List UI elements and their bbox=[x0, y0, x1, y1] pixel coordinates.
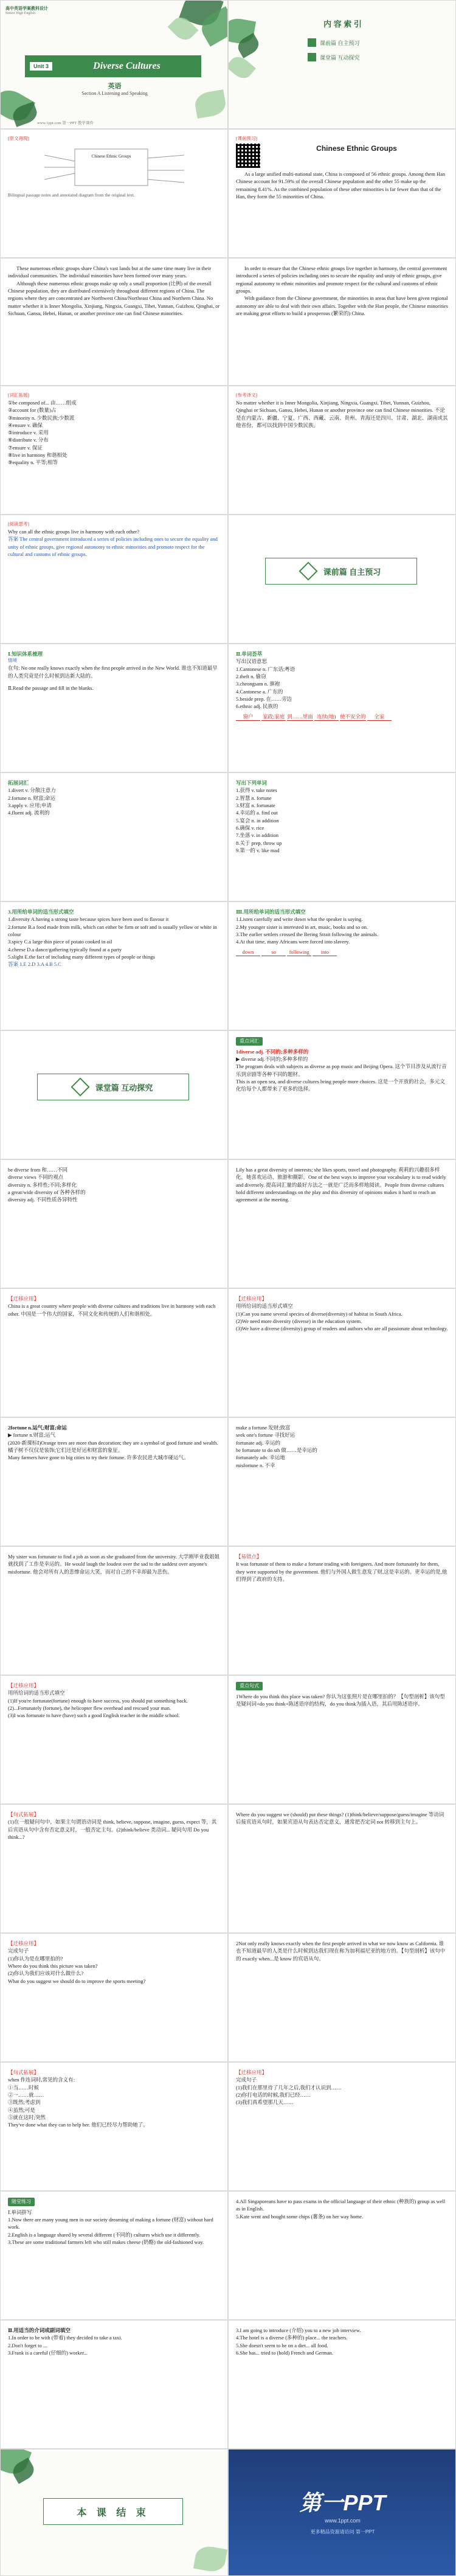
content-line: seek one's fortune 寻找好运 bbox=[236, 1432, 295, 1439]
section-header: [阅读思考] bbox=[8, 521, 29, 527]
translation-text: No matter whether it is Inner Mongolia, Xinjiang, Ningxia, Guangxi, Tibet, Yunnan, Guizhou, Qinghai or Sichuan, Gansu, Hebei, Hunan or another province one can find Chinese minorities. 不论是在内蒙古、新疆、宁夏、广西、西藏、云南、贵州、青海还是四川、甘肃、湖北、湖南或其他省份，都可以找到中国少数民族。 bbox=[236, 399, 448, 428]
cover-subject: 英语 bbox=[108, 83, 122, 90]
slide-passage bbox=[228, 129, 456, 258]
section-header: 拓展词汇 bbox=[8, 780, 29, 786]
section-title-label: 课前篇 自主预习 bbox=[323, 567, 381, 577]
example-text: Lily has a great diversity of interests; she likes sports, travel and photography. 莉莉的兴趣很多样化，她喜欢运动、旅游和摄影。One of the best ways to improve your vocabulary is to read widely and diversely. 提高词汇量的最好方法之一就是广泛而多样地阅读。People from diverse cultures hold different understandings on the play and this diversity of opinions makes it hard to reach an agreement at the meeting. bbox=[236, 1167, 446, 1203]
content-line: ▶ fortune n.财富;运气 bbox=[8, 1432, 56, 1439]
answer-fill: 全家 bbox=[367, 713, 392, 721]
brand-cn: 高中英语学案教科设计 bbox=[5, 7, 48, 11]
passage-paragraph: These numerous ethnic groups share China's vast lands but at the same time many live in their individual communities. The individual minorities have been formed over many years. bbox=[8, 265, 212, 279]
section-badge: 随堂练习 bbox=[8, 2198, 35, 2206]
row-5 bbox=[0, 515, 456, 644]
row-11 bbox=[0, 1288, 456, 1417]
slide-words bbox=[228, 644, 456, 772]
vocab-item: ①be composed of... 由……组成 bbox=[8, 399, 77, 406]
content-line: misfortune n. 不幸 bbox=[236, 1462, 275, 1468]
slide-practice-4 bbox=[228, 2320, 456, 2449]
content-line: 4.fluent adj. 流利的 bbox=[8, 810, 50, 816]
diamond-icon bbox=[71, 1077, 89, 1096]
content-line: 6.确保 v. rice bbox=[236, 824, 264, 831]
answer-fill: so bbox=[261, 948, 286, 956]
toc-item-label: 课前篇 自主预习 bbox=[320, 40, 360, 46]
content-line: ②一……就…… bbox=[8, 2091, 44, 2098]
slide-passage-cont bbox=[228, 258, 456, 386]
content-line: 2.My younger sister is interested in art, music, books and so on. bbox=[236, 923, 368, 930]
vocab-item: ⑦ensure v. 保证 bbox=[8, 444, 43, 451]
content-line: 用所给词的适当形式填空 bbox=[236, 1303, 293, 1310]
section-header: Ⅲ.用所给单词的适当形式填空 bbox=[236, 909, 306, 915]
slide-extend-words bbox=[0, 772, 228, 901]
content-line: diversity adj. 不同性质各异特性 bbox=[8, 1196, 78, 1203]
row-2 bbox=[0, 129, 456, 258]
section-header: [词汇拓展] bbox=[8, 392, 29, 398]
row-6 bbox=[0, 644, 456, 772]
section-header: 【迁移应用】 bbox=[8, 1940, 40, 1946]
row-9 bbox=[0, 1030, 456, 1159]
answer-text: 答案 The central government introduced a series of policies including ones to secure the equality and unity of ethnic groups, give regional autonomy to ethnic minorities and promote respect for the cultural and customs of ethnic groups. bbox=[8, 536, 218, 557]
content-line: 3.cheongsam n. 旗袍 bbox=[236, 681, 280, 687]
content-line: 8.关于 prep. throw up bbox=[236, 839, 282, 846]
content-line: (3)我们真希望那几天…… bbox=[236, 2099, 294, 2106]
content-line: 4.cheese D.a dance/gathering typically found at a party bbox=[8, 946, 122, 953]
content-line: (3)We have a diverse (diversity) group of readers and authors who are all passionate about technology. bbox=[236, 1325, 448, 1332]
row-3 bbox=[0, 258, 456, 386]
answer-fill: down bbox=[236, 948, 260, 956]
content-line: (2)We need more diversity (diverse) in the education system. bbox=[236, 1318, 362, 1324]
content-line: diversity n. 多样性;不同;多样化 bbox=[8, 1181, 77, 1188]
section-header: 【易错点】 bbox=[236, 1554, 262, 1560]
content-line: (2)你认为我们应该对什么做什么? bbox=[8, 1970, 84, 1977]
section-header: 3.用所给单词的适当形式填空 bbox=[8, 909, 74, 915]
content-line: 4.幸运的 a. find out bbox=[236, 810, 278, 816]
answer-fill: into bbox=[313, 948, 337, 956]
answer-fill: 窗户 bbox=[236, 713, 260, 721]
slide-write-words bbox=[228, 772, 456, 901]
row-20 bbox=[0, 2449, 456, 2576]
unit-label: Unit 3 bbox=[30, 62, 52, 71]
slide-section-preview bbox=[228, 515, 456, 644]
answer-fill: 连续(地) bbox=[314, 713, 339, 721]
slide-practice-3 bbox=[0, 2320, 228, 2449]
content-line: 9.第一的 v. like mad bbox=[236, 847, 280, 853]
content-line: 用所给词的适当形式填空 bbox=[8, 1690, 65, 1696]
content-line: (1)我们在那里待了几年之后,我们才认识到…… bbox=[236, 2084, 342, 2091]
content-line: ▶ diverse adj.不同的;多种多样的 bbox=[236, 1055, 308, 1062]
toc-title: 内 容 索 引 bbox=[323, 19, 362, 29]
brand-name: 第一PPT bbox=[299, 2490, 386, 2515]
example-text: China is a great country where people with diverse cultures and traditions live in harmony with each other. 中国是一个伟大的国家，不同文化和传统的人们和谐相处。 bbox=[8, 1303, 216, 1317]
slide-apply-1 bbox=[0, 1288, 228, 1417]
title-band bbox=[25, 55, 201, 77]
content-line: 1.Cantonese n. 广东话;粤语 bbox=[236, 665, 295, 672]
brand-logo bbox=[229, 2486, 456, 2517]
slide-key-sentence bbox=[228, 1675, 456, 1804]
content-line: Ⅰ.单词拼写 bbox=[8, 2209, 32, 2215]
row-17 bbox=[0, 2062, 456, 2191]
end-title-label: 本 课 结 束 bbox=[77, 2507, 150, 2518]
row-8 bbox=[0, 901, 456, 1030]
passage-paragraph: With guidance from the Chinese government, the minorities in areas that have been given regional autonomy are able to deal with their own affairs. Together with the Han people, the Chinese minorities are making great efforts to build a prosperous (繁荣的) China. bbox=[236, 295, 448, 316]
content-line: 5.beside prep. 在……旁边 bbox=[236, 695, 292, 702]
slide-end bbox=[0, 2449, 228, 2576]
slide-practice-1 bbox=[0, 2191, 228, 2320]
content-line: 3.spicy C.a large thin piece of potato cooked in oil bbox=[8, 939, 112, 945]
brand-mark bbox=[5, 5, 48, 15]
content-line: 4.At that time, many Africans were forced into slavery. bbox=[236, 939, 350, 945]
content-line: be diverse from 和……不同 bbox=[8, 1167, 67, 1173]
section-title-label: 课堂篇 互动探究 bbox=[95, 1083, 153, 1092]
content-line: be fortunate to do sth 做……是幸运的 bbox=[236, 1446, 317, 1453]
cover-footer: www.1ppt.com 第一PPT 教学课件 bbox=[37, 121, 94, 125]
content-line: This is an open sea, and diverse cultures bring people more choices. 这是一个开放的社会，多元文化给每个人都带来了更多的选择。 bbox=[236, 1078, 445, 1092]
answer-fill: 使不安全的 bbox=[340, 713, 366, 721]
content-line: 5.宴会 n. in addition bbox=[236, 817, 279, 824]
row-14 bbox=[0, 1675, 456, 1804]
row-19 bbox=[0, 2320, 456, 2449]
row-12 bbox=[0, 1417, 456, 1546]
content-line: when 作连词时,常见的含义有: bbox=[8, 2077, 75, 2083]
toc-item-label: 课堂篇 互动探究 bbox=[320, 54, 360, 61]
row-16 bbox=[0, 1933, 456, 2062]
section-header: [参考译文] bbox=[236, 392, 257, 398]
row-10 bbox=[0, 1159, 456, 1288]
slide-apply-5 bbox=[228, 2062, 456, 2191]
toc-item-2[interactable] bbox=[308, 53, 360, 61]
section-header: 【迁移应用】 bbox=[236, 2069, 268, 2075]
diagram-title: Chinese Ethnic Groups bbox=[91, 153, 131, 159]
content-line: 2.fortune B.a food made from milk, which can either be firm or soft and is usually yellow or white in colour bbox=[8, 923, 217, 937]
content-line: Many farmers have gone to big cities to try their fortune. 许多农民进大城市碰运气。 bbox=[8, 1454, 189, 1461]
slide-key-words bbox=[228, 1030, 456, 1159]
slide-section-class bbox=[0, 1030, 228, 1159]
section-header: 【句式拓展】 bbox=[8, 2069, 40, 2075]
slide-practice-2 bbox=[228, 2191, 456, 2320]
brand-site: www.1ppt.com bbox=[325, 2518, 361, 2524]
content-line: diverse views 不同的观点 bbox=[8, 1174, 64, 1181]
section-header: 【迁移应用】 bbox=[236, 1296, 268, 1302]
section-subheader: 情境 bbox=[8, 658, 17, 664]
slide-fill-blanks bbox=[228, 901, 456, 1030]
slide-apply-3 bbox=[0, 1675, 228, 1804]
vocab-item: ⑥distribute v. 分布 bbox=[8, 437, 49, 443]
content-line: 3.The earlier settlers crossed the Bering Strait following the animals. bbox=[236, 931, 378, 937]
content-line: (1)If you're fortunate(fortune) enough to have success, you should put something back. bbox=[8, 1697, 188, 1704]
content-line: (1)你认为是在哪里拍的? bbox=[8, 1955, 63, 1962]
slide-apply-4 bbox=[0, 1933, 228, 2062]
content-line: 2.智慧 n. fortune bbox=[236, 794, 272, 801]
section-header: 【迁移应用】 bbox=[8, 1682, 40, 1689]
annotated-diagram bbox=[8, 146, 220, 189]
section-header: 【句式拓展】 bbox=[8, 1811, 40, 1817]
content-line: 6.ethnic adj. 民族的 bbox=[236, 703, 278, 710]
vocab-item: ⑧live in harmony 和谐相处 bbox=[8, 452, 67, 459]
slide-apply-2 bbox=[228, 1288, 456, 1417]
slide-matching bbox=[0, 901, 228, 1030]
content-line: ①当……时候 bbox=[8, 2084, 40, 2091]
slide-translation bbox=[228, 386, 456, 515]
section-title-box[interactable] bbox=[265, 558, 417, 585]
slide-knowledge bbox=[0, 644, 228, 772]
vocab-item: ⑨equality n. 平等;相等 bbox=[8, 459, 58, 466]
example-text: It was fortunate of them to make a fortune trading with foreigners. And more fortunately for them, they were supported by the government. 他们与外国人做生意发了财,这是幸运的。更幸运的是,他们得到了政府的支持。 bbox=[236, 1561, 447, 1582]
cover-slide bbox=[0, 0, 228, 129]
toc-slide bbox=[228, 0, 456, 129]
answer-fill: following bbox=[287, 948, 311, 956]
qr-code-icon bbox=[236, 144, 260, 168]
example-text: Where do you suggest we (should) put these things? (1)think/believe/suppose/guess/imagine 等动词后接宾语从句时，如果宾语从句表达否定意义，通常把否定词 not 转移到主句上。 bbox=[236, 1811, 444, 1825]
end-title-box bbox=[43, 2498, 183, 2525]
slide-diverse-phrases bbox=[0, 1159, 228, 1288]
content-line: 完成句子 bbox=[8, 1948, 29, 1954]
answer-text: 答案 1.E 2.D 3.A 4.B 5.C bbox=[8, 961, 61, 968]
answer-fill: 到……里面 bbox=[287, 713, 313, 721]
passage-paragraph: As a large unified multi-national state, China is composed of 56 ethnic groups. Among them Han Chinese account for 91.59% of the overall Chinese population and the other 55 make up the remaining 8.41%. As the combined population of these other minorities is far fewer than that of the Han, they form the 55 minorities of China. bbox=[236, 170, 446, 200]
row-15 bbox=[0, 1804, 456, 1933]
slide-sentence-ext bbox=[0, 1804, 228, 1933]
content-line: Ⅱ.Read the passage and fill in the blanks. bbox=[8, 684, 94, 691]
content-line: The program deals with subjects as diverse as pop music and Beijing Opera. 这个节目涉及从流行音乐到京剧等各种不同的题材。 bbox=[236, 1063, 447, 1077]
slide-sentence-ex bbox=[228, 1804, 456, 1933]
content-line: 4.Cantonese a. 广东的 bbox=[236, 688, 283, 695]
slide-original-text bbox=[0, 129, 228, 258]
content-line: 写出汉语意思 bbox=[236, 658, 268, 665]
content-line: 1.Listen carefully and write down what the speaker is saying. bbox=[236, 916, 363, 923]
example-text: My sister was fortunate to find a job as soon as she graduated from the university. 大学刚毕业我姐姐就找到了工作是幸运的。He would laugh the loudest over the sad to the saddest over anyone's misfortune. 他会对所有人的悲惨命运大笑，而对自己的不幸却最为悲伤。 bbox=[8, 1554, 220, 1575]
slide-fortune-examples bbox=[0, 1546, 228, 1675]
content-line: (1)Can you name several species of diverse(diversity) of habitat in South Africa. bbox=[236, 1310, 402, 1317]
content-line: fortunate adj. 幸运的 bbox=[236, 1439, 280, 1446]
section-header: [课前预习] bbox=[236, 136, 257, 141]
content-line: ④虽然;可是 bbox=[8, 2106, 35, 2113]
section-header: 写出下列单词 bbox=[236, 780, 268, 786]
content-line: 1.diversity A.having a strong taste because spices have been used to flavour it bbox=[8, 916, 169, 923]
slide-brand bbox=[228, 2449, 456, 2576]
content-line: 4.The hotel is a diverse (多种的) place... the teachers. bbox=[236, 2335, 348, 2341]
row-18 bbox=[0, 2191, 456, 2320]
content-line: 2.English is a language shared by several different (不同的) cultures which use it differently. bbox=[8, 2231, 201, 2238]
slide-reading-think bbox=[0, 515, 228, 644]
section-badge: 重点句式 bbox=[236, 1682, 263, 1690]
vocab-item: ②account for (数量)占 bbox=[8, 407, 57, 414]
content-line: (2020·新课标Ⅰ)Orange trees are more than decoration; they are a symbol of good fortune and wealth. 橘子树不仅仅是装饰;它们还是好运和财富的象征。 bbox=[8, 1439, 218, 1453]
vocab-item: ③minority n. 少数民族;少数派 bbox=[8, 414, 75, 421]
slide-fortune-phrases bbox=[228, 1417, 456, 1546]
section-header: Ⅱ.用适当的介词或副词填空 bbox=[8, 2327, 71, 2333]
content-line: They've done what they can to help her. 他们已经尽力帮助她了。 bbox=[8, 2122, 148, 2128]
content-line: 3.These are some traditional farmers left who still makes cheese (奶酪) the old-fashioned way. bbox=[8, 2238, 204, 2245]
content-line: 在句: No one really knows exactly when the first people arrived in the New World. 谁也不知道最早的人类究竟是什么时候到达新大陆的。 bbox=[8, 665, 218, 679]
content-line: 4.All Singaporeans have to pass exams in the official language of their ethnic (种族的) group as well as in English. bbox=[236, 2198, 446, 2212]
cover-subtitle: Section A Listening and Speaking bbox=[81, 91, 148, 96]
toc-item-1[interactable] bbox=[308, 38, 360, 47]
row-7 bbox=[0, 772, 456, 901]
content-line: 2.theft n. 偷窃 bbox=[236, 673, 266, 679]
passage-paragraph: Although these numerous ethnic groups make up only a small proportion (比例) of the overall Chinese population, they are distributed extensively throughout different regions of China. The regions where they are concentrated are Northwest China/Northeast China and Northern China. No matter whether it is Inner Mongolia, Xinjiang, Ningxia, Guangxi, Tibet, Yunnan, Guizhou, Qinghai, or Sichuan, Gansu, Hebei, Hunan, or another province one can find Chinese minorities. bbox=[8, 280, 220, 316]
slide-text-cont bbox=[0, 258, 228, 386]
slide-sentence-2 bbox=[228, 1933, 456, 2062]
content-line: 1diverse adj. 不同的;多种多样的 bbox=[236, 1048, 309, 1055]
slide-when-usage bbox=[0, 2062, 228, 2191]
content-line: 2.Don't forget to ... bbox=[8, 2342, 47, 2349]
content-line: make a fortune 发财;致富 bbox=[236, 1425, 291, 1431]
slide-fortune bbox=[0, 1417, 228, 1546]
content-line: 5.She doesn't seem to be on a diet... all food. bbox=[236, 2342, 328, 2349]
question-text: Why can all the ethnic groups live in harmony with each other? bbox=[8, 528, 139, 535]
content-line: ⑤就在这时;突然 bbox=[8, 2114, 46, 2120]
content-line: 5.slight E.the fact of including many different types of people or things bbox=[8, 953, 155, 960]
content-line: (2)你打电话的时候,我们已经…… bbox=[236, 2091, 311, 2098]
content-line: ③既然;考虑到 bbox=[8, 2099, 41, 2106]
section-title-box[interactable] bbox=[37, 1074, 189, 1100]
content-line: 1.获得 v. take notes bbox=[236, 787, 277, 794]
section-header: 2fortune n.运气;财富;命运 bbox=[8, 1425, 67, 1431]
slide-error-point bbox=[228, 1546, 456, 1675]
cover-title: Diverse Cultures bbox=[93, 61, 161, 71]
content-line: Where do you think this picture was taken? bbox=[8, 1962, 98, 1969]
content-line: 1.In order to be with (带着) they decided to take a taxi. bbox=[8, 2335, 122, 2341]
content-line: (2)...Fortunately (fortune), the helicopter flew overhead and rescued your man. bbox=[8, 1704, 171, 1711]
slide-diverse-examples bbox=[228, 1159, 456, 1288]
content-line: 3.Frank is a careful (仔细的) worker... bbox=[8, 2349, 88, 2356]
content-line: 2.fortune n. 财富;命运 bbox=[8, 794, 55, 801]
content-line: 1.divert v. 分散注意力 bbox=[8, 787, 56, 794]
content-line: What do you suggest we should do to improve the sports meeting? bbox=[8, 1977, 146, 1984]
example-text: (1)在一般疑问句中，如果主句谓语动词是 think, believe, suppose, imagine, guess, expect 等，其后宾语从句中含有否定意义时，一般否定主句。(2)think/believe 类动词... 疑问句用 Do you think...? bbox=[8, 1819, 217, 1840]
content-line: 6.She has... tried to (hold) French and German. bbox=[236, 2349, 334, 2356]
row-13 bbox=[0, 1546, 456, 1675]
passage-paragraph: In order to ensure that the Chinese ethnic groups live together in harmony, the central government introduced a series of policies including ones to secure the equality and unity of ethnic groups, give regional autonomy to ethnic minorities and promote respect for the cultural and customs of ethnic groups. bbox=[236, 265, 447, 294]
example-text: 2Not only really knows exactly when the first people arrived in what we now know as California. 谁也不知道最早的人类是什么时候到达我们现在称为加利福尼亚的地方的。【句型剖析】该句中的 exactly when...是 know 的宾语从句。 bbox=[236, 1940, 446, 1962]
content-line: 1.Now there are many young men in our society dreaming of making a fortune (财富) without hard work. bbox=[8, 2216, 213, 2231]
content-line: 7.坐落 v. in addition bbox=[236, 832, 279, 839]
row-1 bbox=[0, 0, 456, 129]
section-header: [原文再现] bbox=[8, 136, 29, 141]
diagram-note: Bilingual passage notes and annotated diagram from the original text. bbox=[8, 192, 135, 198]
answer-fill: 家政;家庭 bbox=[261, 713, 286, 721]
content-line: 3.财富 n. fortunate bbox=[236, 802, 275, 808]
content-line: 3.apply v. 应用;申请 bbox=[8, 802, 52, 808]
section-header: 【迁移应用】 bbox=[8, 1296, 40, 1302]
section-header: Ⅰ.知识体系梳理 bbox=[8, 651, 43, 657]
content-line: 5.Kate went and bought some chips (薯条) on her way home. bbox=[236, 2213, 364, 2220]
content-line: 完成句子 bbox=[236, 2077, 257, 2083]
vocab-item: ⑤introduce v. 采用 bbox=[8, 429, 49, 436]
content-line: a great/wide diversity of 各种各样的 bbox=[8, 1189, 86, 1195]
brand-sub: Senior High English bbox=[5, 12, 35, 15]
brand-note: 更多精品资源请访问 第一PPT bbox=[310, 2529, 375, 2535]
section-badge: 重点词汇 bbox=[236, 1037, 263, 1046]
content-line: fortunately adv. 幸运地 bbox=[236, 1454, 285, 1461]
passage-title: Chinese Ethnic Groups bbox=[316, 144, 397, 153]
content-line: (3)I was fortunate to have (have) such a good English teacher in the middle school. bbox=[8, 1712, 180, 1719]
row-4 bbox=[0, 386, 456, 515]
slide-vocab-notes bbox=[0, 386, 228, 515]
section-header: Ⅱ.单词荟萃 bbox=[236, 651, 263, 657]
content-line: 3.I am going to introduce (介绍) you to a new job interview. bbox=[236, 2327, 361, 2333]
example-text: 1Where do you think this place was taken? 你认为这张照片是在哪里拍的？【句型剖析】该句型是疑问词+do you think+陈述语序的结构，do you think为插入语，其后用陈述语序。 bbox=[236, 1693, 445, 1707]
vocab-item: ④ensure v. 确保 bbox=[8, 422, 43, 428]
diamond-icon bbox=[299, 561, 317, 580]
diagram-lines bbox=[8, 146, 215, 189]
